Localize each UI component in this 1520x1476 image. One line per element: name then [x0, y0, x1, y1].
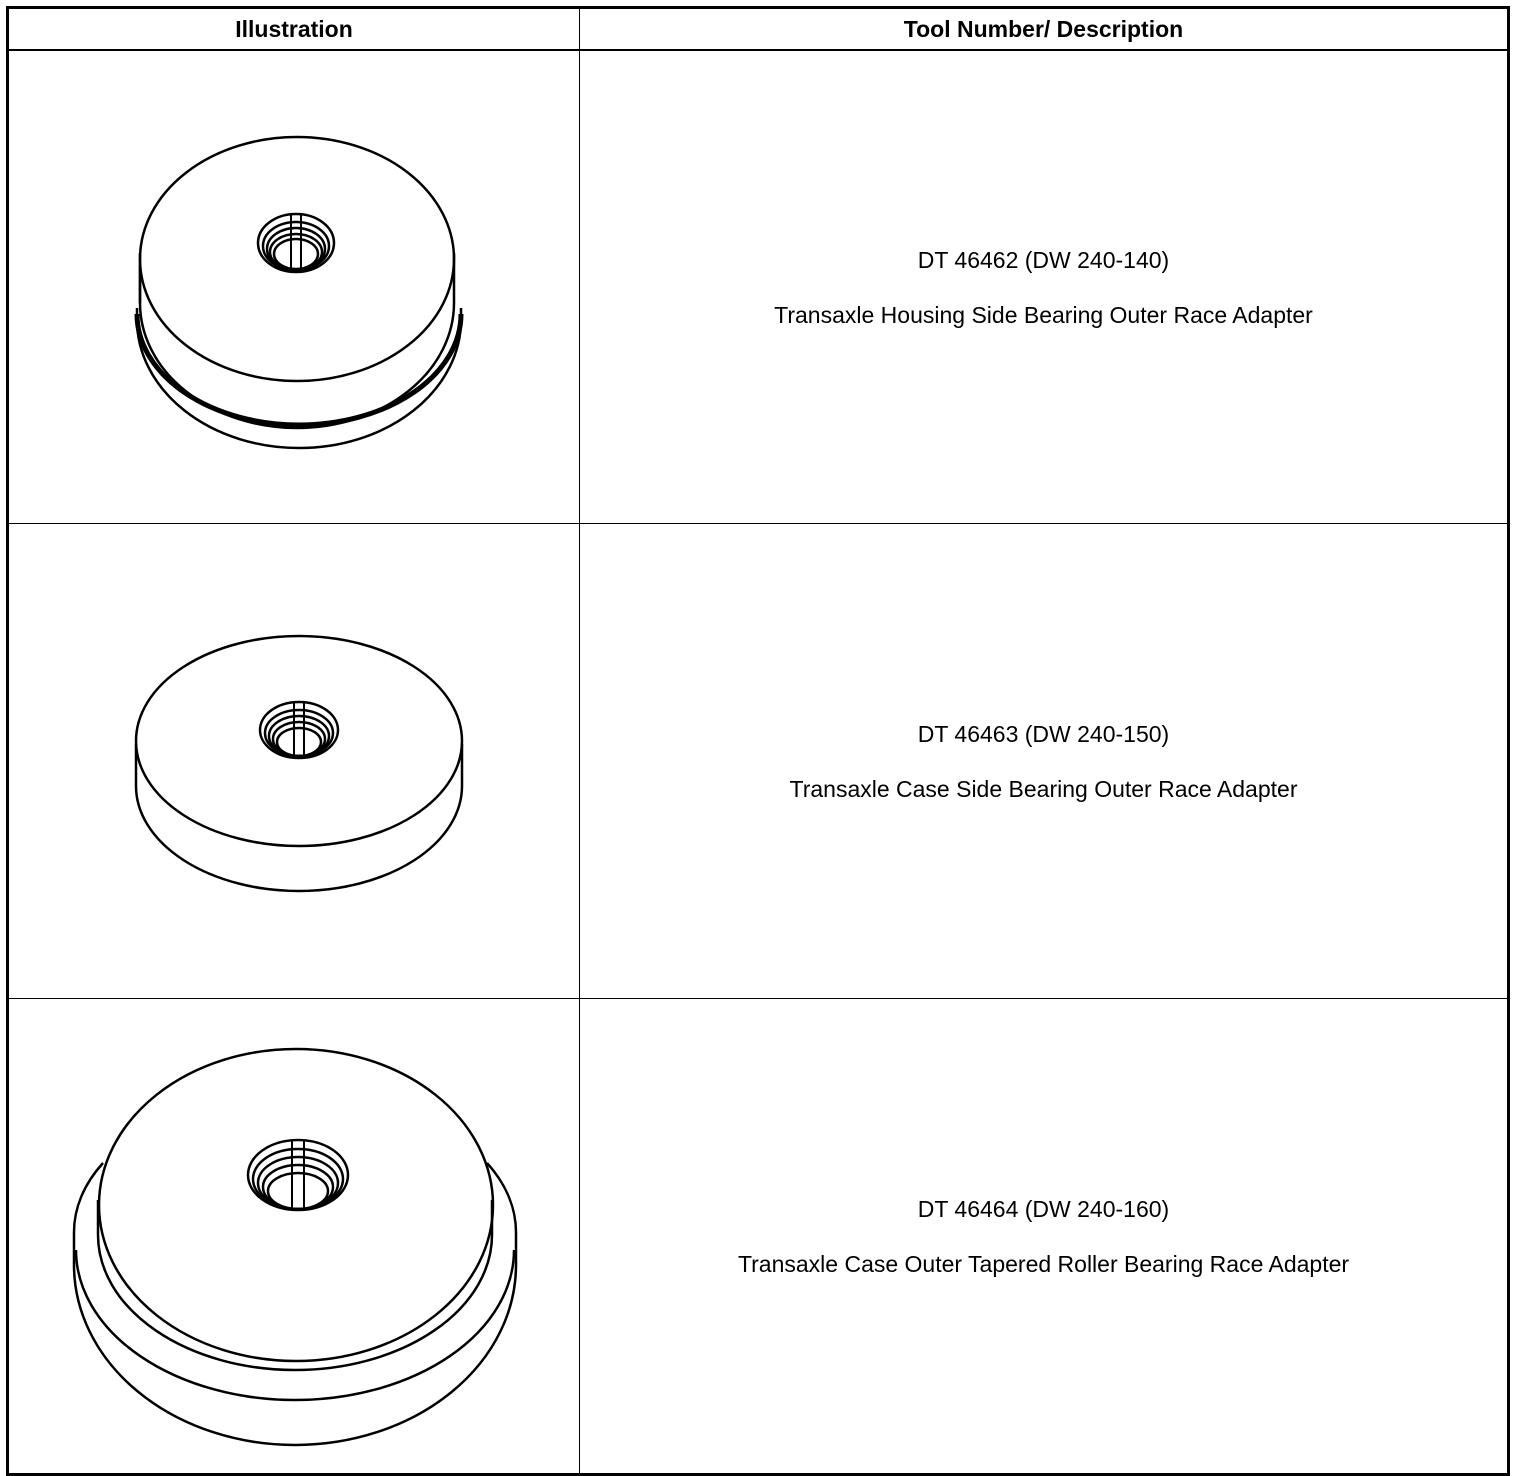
description-cell	[580, 50, 1509, 524]
table-row	[8, 50, 1509, 524]
table-row	[8, 524, 1509, 999]
illustration-cell	[8, 524, 580, 999]
tool-description: Transaxle Case Outer Tapered Roller Bearing Race Adapter	[737, 1250, 1350, 1277]
tool-number: DT 46462 (DW 240-140)	[917, 246, 1170, 273]
illustration-cell	[8, 50, 580, 524]
description-cell	[580, 524, 1509, 999]
tapered-roller-bearing-adapter-illustration	[9, 999, 581, 1473]
illustration-cell	[8, 999, 580, 1475]
tool-description: Transaxle Housing Side Bearing Outer Race Adapter	[774, 301, 1313, 328]
header-tool-number-description: Tool Number/ Description	[580, 8, 1509, 51]
case-side-bearing-adapter-illustration	[9, 524, 581, 998]
housing-side-bearing-adapter-illustration	[9, 51, 581, 523]
tool-description: Transaxle Case Side Bearing Outer Race Adapter	[789, 775, 1298, 802]
tool-number: DT 46464 (DW 240-160)	[917, 1195, 1170, 1222]
header-illustration: Illustration	[8, 8, 580, 51]
description-cell	[580, 999, 1509, 1475]
tool-number: DT 46463 (DW 240-150)	[917, 720, 1170, 747]
table-header-row	[8, 8, 1509, 51]
table-row	[8, 999, 1509, 1475]
special-tools-table	[6, 6, 1510, 1476]
